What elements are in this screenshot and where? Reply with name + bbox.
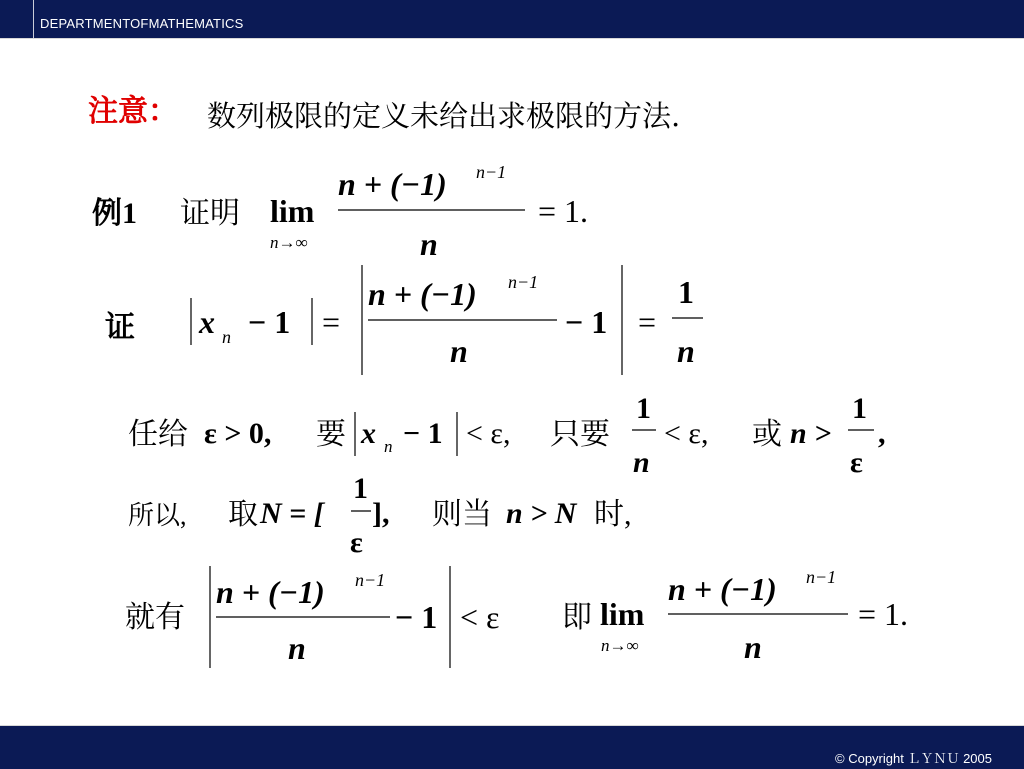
given-word: 任给: [128, 418, 188, 451]
line5-minus-one: − 1: [395, 599, 438, 635]
proof-x-subscript: n: [222, 327, 231, 347]
take-word: 取: [228, 498, 258, 531]
line5-lim-word: lim: [600, 596, 645, 632]
line5-numerator-2: n + (−1): [668, 571, 777, 607]
line5-denominator: n: [288, 630, 306, 666]
result-numerator: 1: [678, 274, 694, 310]
example-denominator: n: [420, 226, 438, 262]
N-equals: N = [: [260, 497, 324, 530]
line3-eps: ε: [850, 446, 863, 479]
example-numerator: n + (−1): [338, 166, 447, 202]
line3-comma: ,: [878, 417, 886, 450]
example-label: 例1: [92, 197, 137, 230]
line3-one: 1: [852, 392, 867, 425]
prove-word: 证明: [180, 197, 240, 230]
example-line: [92, 162, 588, 262]
proof-equals-1: =: [322, 304, 341, 340]
line5-denominator-2: n: [744, 629, 762, 665]
line5-numerator: n + (−1): [216, 574, 325, 610]
line5-exponent: n−1: [355, 570, 386, 590]
lim-subscript: n→∞: [270, 233, 308, 252]
example-exponent: n−1: [476, 162, 507, 182]
then-have-word: 就有: [125, 601, 185, 634]
proof-label: 证: [105, 311, 135, 344]
line3-x-subscript: n: [384, 437, 393, 456]
line3-frac-num: 1: [636, 392, 651, 425]
line3-x: x: [361, 417, 376, 450]
proof-denominator: n: [450, 333, 468, 369]
line3-minus-one: − 1: [403, 417, 443, 450]
only-need-word: 只要: [550, 418, 610, 451]
want-word: 要: [316, 418, 346, 451]
proof-minus-one-2: − 1: [565, 304, 608, 340]
eps-positive: ε > 0,: [204, 417, 272, 450]
line4-eps: ε: [350, 526, 363, 559]
note-text: 数列极限的定义未给出求极限的方法.: [207, 99, 681, 133]
or-word: 或: [752, 418, 782, 451]
lim-word: lim: [270, 193, 315, 229]
n-greater-N: n > N: [506, 497, 577, 530]
line3-lt-eps: < ε,: [466, 417, 511, 450]
line4-one: 1: [353, 472, 368, 505]
line3-lt-eps-2: < ε,: [664, 417, 709, 450]
proof-minus-one: − 1: [248, 304, 291, 340]
department-title: DEPARTMENTOFMATHEMATICS: [40, 16, 244, 31]
n-greater: n >: [790, 417, 832, 450]
line5-lt-eps: < ε: [460, 599, 500, 635]
bracket-close: ],: [372, 497, 390, 530]
choose-N-line: [128, 472, 632, 559]
proof-x: x: [199, 304, 215, 340]
time-word: 时,: [594, 498, 632, 531]
then-when-word: 则当: [432, 498, 492, 531]
result-denominator: n: [677, 333, 695, 369]
line5-equals: = 1.: [858, 596, 909, 632]
proof-numerator: n + (−1): [368, 276, 477, 312]
proof-equals-2: =: [638, 304, 657, 340]
conclusion-line: [125, 566, 908, 668]
footer-bar: [0, 725, 1024, 769]
so-word: 所以,: [128, 501, 187, 530]
proof-line: [105, 265, 703, 375]
given-epsilon-line: [128, 392, 886, 479]
example-equals: = 1.: [538, 193, 589, 229]
line5-exponent-2: n−1: [806, 567, 837, 587]
line3-frac-den: n: [633, 446, 650, 479]
note-label: 注意：: [88, 94, 178, 129]
line5-lim-subscript: n→∞: [601, 636, 639, 655]
proof-exponent: n−1: [508, 272, 539, 292]
copyright-text: © Copyright ＬＹＮＵ 2005: [835, 751, 992, 766]
i-e-word: 即: [562, 601, 592, 634]
